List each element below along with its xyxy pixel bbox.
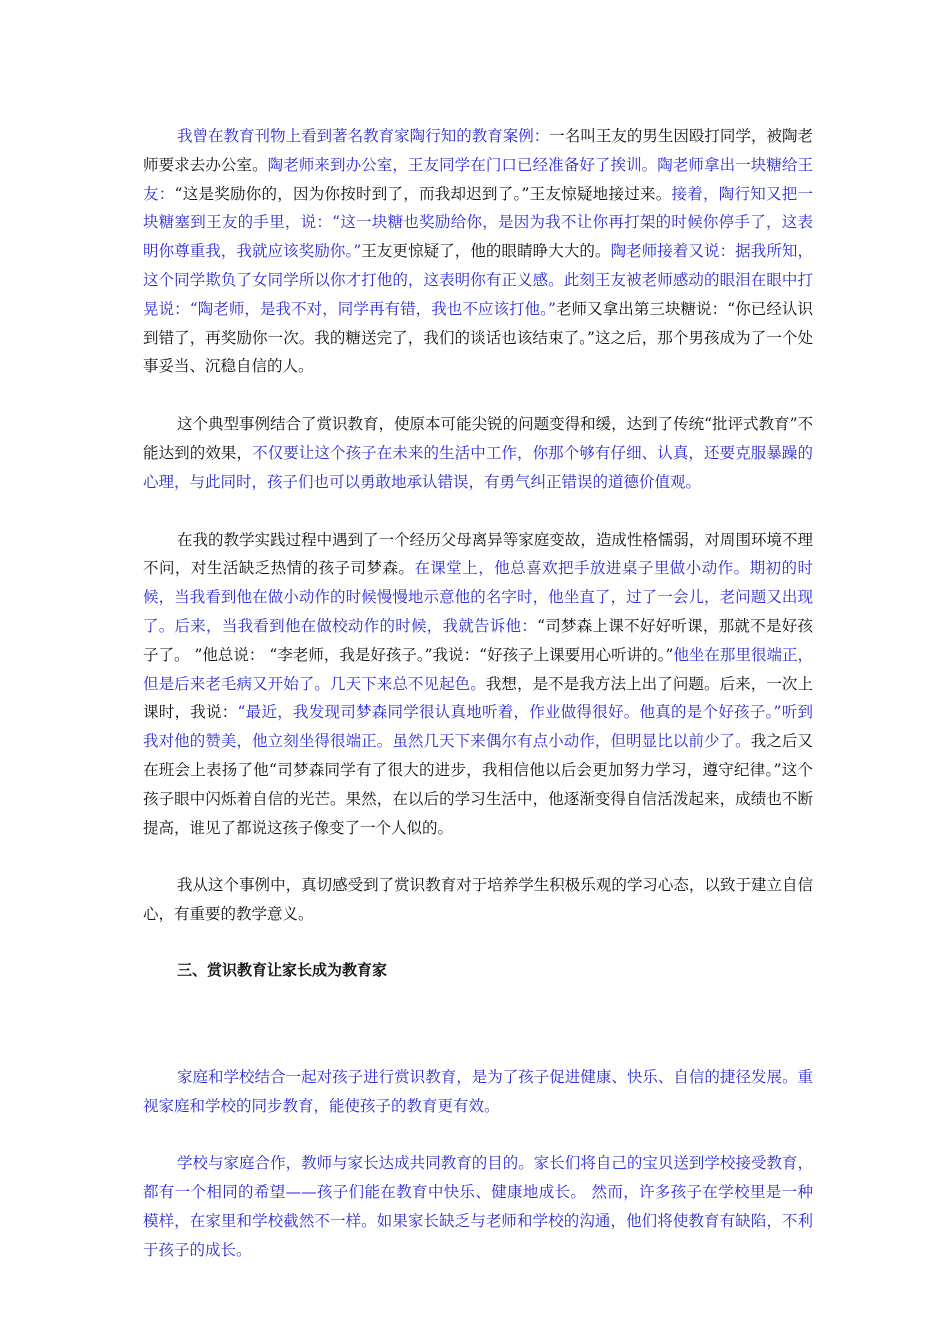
text-run: 接着，陶行知又把一块糖塞到王友的手里，说：“这一块糖也奖励给你，是因为我不让你再打架的时候你停手了，这表明你尊重我，我就应该奖励你。” — [143, 184, 813, 261]
text-run: 我想，是不是我方法上出了问题。后来，一次上课时，我说： — [143, 674, 813, 722]
paragraph — [143, 1063, 813, 1121]
text-run: 听到我对他的赞美，他立刻坐得很端正。虽然几天下来偶尔有点小动作，但明显比以前少了。 — [143, 703, 813, 751]
text-run: “这是奖励你的，因为你按时到了，而我却迟到了。”王友惊疑地接过来。 — [174, 184, 672, 203]
paragraph — [143, 410, 813, 496]
text-run: 不仅要让这个孩子在未来的生活中工作，你那个够有仔细、认真，还要克服暴躁的心理，与此同时，孩子们也可以勇敢地承认错误，有勇气纠正错误的道德价值观。 — [143, 443, 813, 491]
text-run: 王友更惊疑了，他的眼睛睁大大的。 — [361, 242, 611, 261]
paragraph — [143, 122, 813, 381]
text-run: 这个典型事例结合了赏识教育，使原本可能尖锐的问题变得和缓，达到了传统“批评式教育”不能达到的效果， — [143, 415, 813, 462]
paragraph — [143, 1149, 813, 1264]
text-run: 我从这个事例中，真切感受到了赏识教育对于培养学生积极乐观的学习心态，以致于建立自信心，有重要的教学意义。 — [143, 876, 813, 924]
text-run: 我曾在教育刊物上看到著名教育家陶行知的教育案例： — [177, 127, 550, 145]
paragraph — [143, 871, 813, 929]
section-heading: 三、赏识教育让家长成为教育家 — [177, 960, 388, 979]
text-run: 学校与家庭合作，教师与家长达成共同教育的目的。家长们将自己的宝贝送到学校接受教育，都有一个相同的希望——孩子们能在教育中快乐、健康地成长。 然而，许多孩子在学校里是一种模样，在家里和学校截然不一样。如果家长缺乏与老师和学校的沟通，他们将使教育有缺陷，不利于孩子的成长。 — [143, 1154, 813, 1259]
paragraph — [143, 526, 813, 843]
text-run: 他坐在那里很端正，但是后来老毛病又开始了。几天下来总不见起色。 — [143, 645, 813, 693]
text-run: 我之后又在班会上表扬了他“司梦森同学有了很大的进步，我相信他以后会更加努力学习，遵守纪律。”这个孩子眼中闪烁着自信的光芒。果然，在以后的学习生活中，他逐渐变得自信活泼起来，成绩也不断提高，谁见了都说这孩子像变了一个人似的。 — [143, 732, 813, 837]
body-section-after — [143, 1063, 813, 1265]
text-run: 陶老师来到办公室，王友同学在门口已经准备好了挨训。陶老师拿出一块糖给王友： — [143, 155, 813, 203]
text-run: 陶老师接着又说：据我所知，这个同学欺负了女同学所以你才打他的，这表明你有正义感。此刻王友被老师感动的眼泪在眼中打晃说：“陶老师，是我不对，同学再有错，我也不应该打他。” — [143, 242, 813, 318]
body-section-before — [143, 122, 813, 929]
text-run: “司梦森上课不好好听课，那就不是好孩子了。 ”他总说： “李老师，我是好孩子。”我说：“好孩子上课要用心听讲的。” — [143, 616, 813, 664]
document-page — [143, 122, 813, 1294]
text-run: 一名叫王友的男生因殴打同学，被陶老师要求去办公室。 — [143, 127, 813, 174]
text-run: 在我的教学实践过程中遇到了一个经历父母离异等家庭变故，造成性格懦弱，对周围环境不理不问，对生活缺乏热情的孩子司梦森。 — [143, 530, 813, 578]
text-run: 在课堂上，他总喜欢把手放进桌子里做小动作。期初的时候，当我看到他在做小动作的时候慢慢地示意他的名字时，他坐直了，过了一会儿，老问题又出现了。后来，当我看到他在做校动作的时候，我就告诉他： — [143, 559, 813, 635]
text-run: 家庭和学校结合一起对孩子进行赏识教育，是为了孩子促进健康、快乐、自信的捷径发展。重视家庭和学校的同步教育，能使孩子的教育更有效。 — [143, 1067, 813, 1115]
text-run: 老师又拿出第三块糖说：“你已经认识到错了，再奖励你一次。我的糖送完了，我们的谈话也该结束了。”这之后，那个男孩成为了一个处事妥当、沉稳自信的人。 — [143, 299, 813, 376]
blank-space — [143, 985, 813, 1063]
text-run: “最近，我发现司梦森同学很认真地听着，作业做得很好。他真的是个好孩子。” — [237, 703, 782, 722]
